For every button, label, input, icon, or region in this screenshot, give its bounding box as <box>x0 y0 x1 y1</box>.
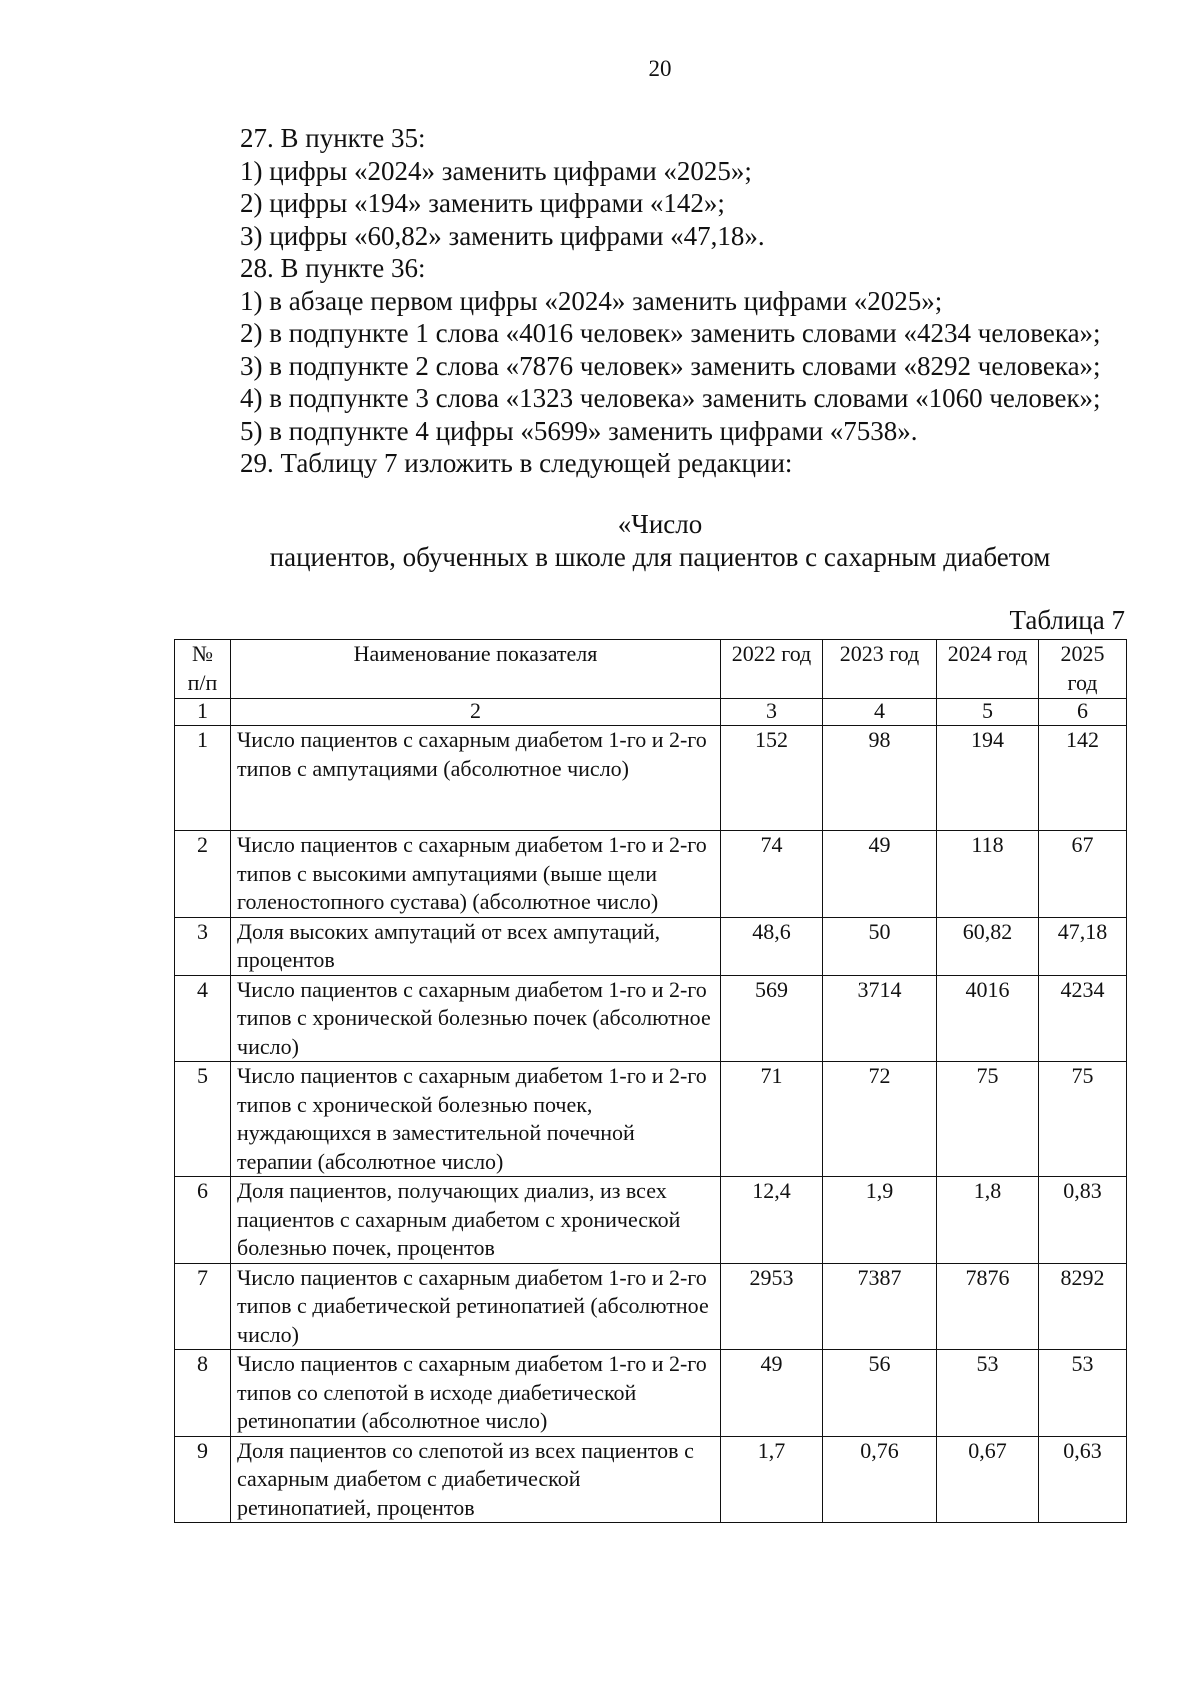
value-2023: 50 <box>823 917 937 975</box>
value-2023: 0,76 <box>823 1436 937 1523</box>
value-2025: 47,18 <box>1039 917 1127 975</box>
value-2024: 53 <box>937 1350 1039 1437</box>
indicator-name: Число пациентов с сахарным диабетом 1-го и 2-го типов с диабетической ретинопатией (абсолютное число) <box>231 1263 721 1350</box>
column-index: 3 <box>721 699 823 726</box>
value-2022: 74 <box>721 831 823 918</box>
value-2025: 4234 <box>1039 975 1127 1062</box>
value-2023: 7387 <box>823 1263 937 1350</box>
indicator-name: Число пациентов с сахарным диабетом 1-го и 2-го типов с высокими ампутациями (выше щели голеностопного сустава) (абсолютное число) <box>231 831 721 918</box>
table-row <box>175 917 1127 975</box>
header-num: № п/п <box>175 640 231 699</box>
table-caption <box>160 508 1160 574</box>
value-2025: 53 <box>1039 1350 1127 1437</box>
amendment-item: 2) цифры «194» заменить цифрами «142»; <box>240 188 725 218</box>
header-name: Наименование показателя <box>231 640 721 699</box>
value-2023: 98 <box>823 726 937 831</box>
column-index: 1 <box>175 699 231 726</box>
amendment-item: 4) в подпункте 3 слова «1323 человека» заменить словами «1060 человек»; <box>240 383 1101 413</box>
amendment-item: 27. В пункте 35: <box>240 123 426 153</box>
value-2023: 56 <box>823 1350 937 1437</box>
row-number: 1 <box>175 726 231 831</box>
amendment-item: 1) цифры «2024» заменить цифрами «2025»; <box>240 155 752 186</box>
amendment-item: 29. Таблицу 7 изложить в следующей редакции: <box>240 448 793 478</box>
amendment-item: 1) в абзаце первом цифры «2024» заменить цифрами «2025»; <box>240 285 943 316</box>
column-index-row <box>175 699 1127 726</box>
indicator-name: Число пациентов с сахарным диабетом 1-го и 2-го типов с хронической болезнью почек (абсолютное число) <box>231 975 721 1062</box>
value-2022: 569 <box>721 975 823 1062</box>
value-2024: 7876 <box>937 1263 1039 1350</box>
header-2022: 2022 год <box>721 640 823 699</box>
value-2024: 60,82 <box>937 917 1039 975</box>
row-number: 9 <box>175 1436 231 1523</box>
value-2025: 0,83 <box>1039 1177 1127 1264</box>
table-row <box>175 831 1127 918</box>
value-2023: 1,9 <box>823 1177 937 1264</box>
caption-line-1: «Число <box>617 509 703 539</box>
indicator-name: Число пациентов с сахарным диабетом 1-го и 2-го типов со слепотой в исходе диабетической ретинопатии (абсолютное число) <box>231 1350 721 1437</box>
value-2022: 71 <box>721 1062 823 1177</box>
value-2023: 49 <box>823 831 937 918</box>
value-2025: 0,63 <box>1039 1436 1127 1523</box>
indicator-name: Доля высоких ампутаций от всех ампутаций, процентов <box>231 917 721 975</box>
value-2022: 48,6 <box>721 917 823 975</box>
value-2022: 49 <box>721 1350 823 1437</box>
table-row <box>175 1263 1127 1350</box>
value-2024: 4016 <box>937 975 1039 1062</box>
value-2022: 152 <box>721 726 823 831</box>
value-2025: 142 <box>1039 726 1127 831</box>
row-number: 2 <box>175 831 231 918</box>
data-table <box>174 639 1127 1523</box>
page-number: 20 <box>648 56 672 81</box>
value-2025: 67 <box>1039 831 1127 918</box>
indicator-name: Число пациентов с сахарным диабетом 1-го и 2-го типов с хронической болезнью почек, нуждающихся в заместительной почечной терапии (абсолютное число) <box>231 1062 721 1177</box>
table-row <box>175 1062 1127 1177</box>
amendment-list <box>240 122 1180 480</box>
header-2025: 2025 год <box>1039 640 1127 699</box>
row-number: 3 <box>175 917 231 975</box>
row-number: 6 <box>175 1177 231 1264</box>
value-2024: 1,8 <box>937 1177 1039 1264</box>
amendment-item: 3) в подпункте 2 слова «7876 человек» заменить словами «8292 человека»; <box>240 350 1101 381</box>
value-2025: 8292 <box>1039 1263 1127 1350</box>
table-row <box>175 1436 1127 1523</box>
indicator-name: Число пациентов с сахарным диабетом 1-го и 2-го типов с ампутациями (абсолютное число) <box>231 726 721 831</box>
header-2024: 2024 год <box>937 640 1039 699</box>
amendment-item: 5) в подпункте 4 цифры «5699» заменить цифрами «7538». <box>240 415 918 446</box>
row-number: 5 <box>175 1062 231 1177</box>
table-row <box>175 726 1127 831</box>
column-index: 2 <box>231 699 721 726</box>
indicator-name: Доля пациентов со слепотой из всех пациентов с сахарным диабетом с диабетической ретинопатией, процентов <box>231 1436 721 1523</box>
amendment-item: 3) цифры «60,82» заменить цифрами «47,18». <box>240 220 765 251</box>
row-number: 4 <box>175 975 231 1062</box>
value-2024: 75 <box>937 1062 1039 1177</box>
amendment-item: 28. В пункте 36: <box>240 253 426 283</box>
value-2023: 3714 <box>823 975 937 1062</box>
row-number: 8 <box>175 1350 231 1437</box>
table-row <box>175 975 1127 1062</box>
column-index: 4 <box>823 699 937 726</box>
row-number: 7 <box>175 1263 231 1350</box>
table-row <box>175 1177 1127 1264</box>
value-2024: 194 <box>937 726 1039 831</box>
value-2022: 12,4 <box>721 1177 823 1264</box>
value-2024: 0,67 <box>937 1436 1039 1523</box>
table-label: Таблица 7 <box>1009 605 1125 635</box>
column-index: 5 <box>937 699 1039 726</box>
amendment-item: 2) в подпункте 1 слова «4016 человек» заменить словами «4234 человека»; <box>240 318 1101 348</box>
column-index: 6 <box>1039 699 1127 726</box>
value-2025: 75 <box>1039 1062 1127 1177</box>
header-2023: 2023 год <box>823 640 937 699</box>
table-header-row <box>175 640 1127 699</box>
value-2022: 1,7 <box>721 1436 823 1523</box>
table-row <box>175 1350 1127 1437</box>
indicator-name: Доля пациентов, получающих диализ, из всех пациентов с сахарным диабетом с хронической болезнью почек, процентов <box>231 1177 721 1264</box>
value-2022: 2953 <box>721 1263 823 1350</box>
caption-line-2: пациентов, обученных в школе для пациентов с сахарным диабетом <box>269 542 1051 572</box>
value-2023: 72 <box>823 1062 937 1177</box>
value-2024: 118 <box>937 831 1039 918</box>
